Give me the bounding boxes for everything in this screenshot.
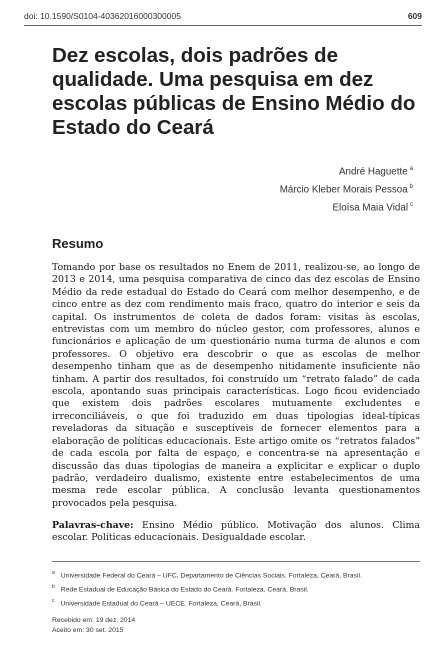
footnotes: [52, 568, 432, 609]
abstract-text: Tomando por base os resultados no Enem de 2011, realizou-se, ao longo de 2013 e 2014, uma pesquisa comparativa de cinco das dez escolas de Ensino Médio da rede estadual do Estado do Ceará com melhor desempenho, e de cinco entre as dez com rendimento mais fraco, quatro do interior e seis da capital. Os instrumentos de coleta de dados foram: visitas às escolas, entrevistas com um membro do núcleo gestor, com professores, alunos e funcionários e aplicação de um questionário numa turma de alunos e com professores. O objetivo era descobrir o que as escolas de melhor desempenho tinham que as de desempenho nitidamente insuficiente não tinham. A partir dos resultados, foi construído um “retrato falado” de cada escola, apontando suas principais características. Logo ficou evidenciado que existem dois padrões escolares mutuamente excludentes e irreconciliáveis, o que foi traduzido em duas tipologias ideal-típicas reveladoras da situação e susceptíveis de fornecer elementos para a elaboração de políticas educacionais. Este artigo omite os “retratos falados” de cada escola por falta de espaço, e concentra-se na apresentação e discussão das duas tipologias de maneira a explicitar e explicar o duplo padrão, verdadeiro dualismo, existente entre estabelecimentos de uma mesma rede escolar pública. A conclusão levanta questionamentos provocados pela pesquisa.: [52, 262, 420, 509]
author-line: [280, 198, 413, 216]
author-list: [280, 162, 413, 215]
footnote-text: Universidade Estadual do Ceará – UECE. Fortaleza, Ceará, Brasil.: [60, 599, 262, 607]
footnote: [52, 568, 432, 582]
header-rule: [24, 25, 422, 26]
author-name: Márcio Kleber Morais Pessoa: [279, 184, 408, 196]
page-number: 609: [407, 11, 422, 21]
running-header: [24, 11, 422, 25]
accepted-date: Aceito em: 30 set. 2015: [52, 626, 124, 634]
footnote: [52, 582, 432, 596]
author-mark: a: [409, 166, 413, 172]
footnote-text: Universidade Federal do Ceará – UFC, Departamento de Ciências Sociais. Fortaleza, Ceará, Brasil.: [60, 572, 362, 580]
doi-text: doi: 10.1590/S0104-40362016000300005: [24, 11, 181, 21]
article-title: Dez escolas, dois padrões de qualidade. Uma pesquisa em dez escolas públicas de Ensino Médio do Estado do Ceará: [52, 44, 416, 139]
footnote: [52, 596, 432, 610]
footnote-mark: a: [52, 570, 55, 576]
author-mark: c: [410, 201, 413, 208]
abstract-heading: Resumo: [52, 236, 104, 251]
footnote-mark: c: [52, 597, 55, 604]
author-name: André Haguette: [339, 166, 408, 178]
received-date: Recebido em: 19 dez. 2014: [52, 617, 136, 624]
footnote-rule: [52, 561, 420, 562]
author-line: [280, 162, 413, 180]
author-mark: b: [409, 183, 413, 190]
keywords-paragraph: [52, 520, 420, 545]
keywords-label: Palavras-chave:: [52, 520, 134, 531]
keywords-text: Ensino Médio público. Motivação dos alunos. Clima escolar. Políticas educacionais. Desigualdade escolar.: [52, 520, 421, 544]
author-name: Eloísa Maia Vidal: [332, 201, 408, 213]
author-line: [280, 180, 413, 198]
footnote-text: Rede Estadual de Educação Básica do Estado do Ceará. Fortaleza, Ceará, Brasil.: [60, 586, 309, 594]
footnote-mark: b: [52, 583, 55, 590]
submission-dates: [52, 616, 135, 635]
